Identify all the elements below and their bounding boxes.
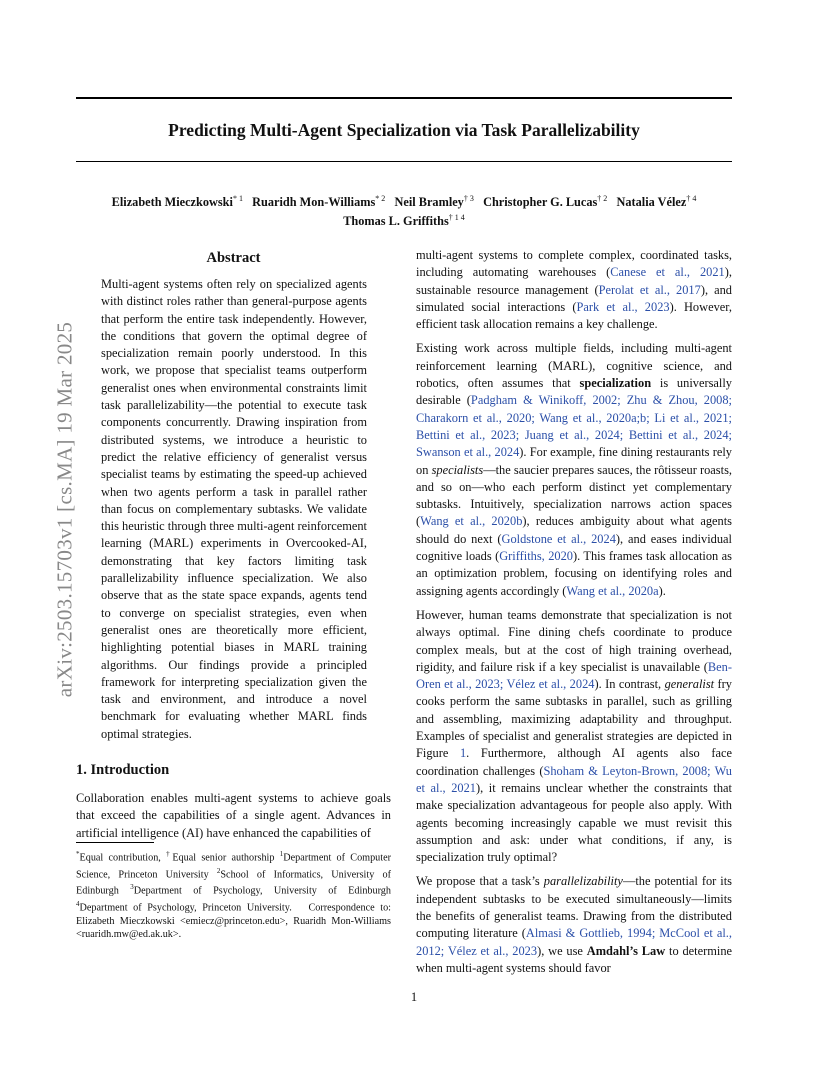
footnote-text: Department of Psychology, University of Edinburgh [133, 885, 391, 897]
footnote-text: Department of Psychology, Princeton University. [79, 902, 292, 914]
abstract-text: Multi-agent systems often rely on specialized agents with distinct roles rather than general-purpose agents that perform the entire task independently. However, the conditions that govern the optimal degree of specialization remain poorly understood. In this work, we propose that specialist teams outperform generalist ones when environmental constraints limit task parallelizability—the potential to execute task components concurrently. Drawing inspiration from distributed systems, we introduce a heuristic to predict the relative efficiency of generalist versus specialist teams by estimating the speed-up achieved when two agents perform a task in parallel rather than focus on complementary subtasks. We validate this heuristic through three multi-agent reinforcement learning (MARL) experiments in Overcooked-AI, demonstrating that key factors limiting task parallelizability influence specialization. We also observe that as the state space expands, agents tend to converge on specialist strategies, even when generalist ones are theoretically more efficient, highlighting potential biases in MARL training algorithms. Our findings provide a principled framework for interpreting specialization given the task and environment, and introduce a novel benchmark for evaluating whether MARL finds optimal strategies. [101, 277, 367, 741]
footnote-text: Equal senior authorship [172, 852, 275, 864]
author-affiliation-marks: * 2 [375, 194, 386, 203]
author-name: Elizabeth Mieczkowski [111, 195, 233, 210]
intro-paragraph: We propose that a task’s parallelizability—the potential for its independent subtasks to be executed simultaneously—limits the benefits of generalist teams. Drawing from the distributed computing literature (Almasi & Gottlieb, 1994; McCool et al., 2012; Vélez et al., 2023), we use Amdahl’s Law to determine when multi-agent systems should favor [416, 874, 733, 975]
intro-paragraph: multi-agent systems to complete complex, coordinated tasks, including automating warehouses (Canese et al., 2021), sustainable resource management (Perolat et al., 2017), and simulated social interactions (Park et al., 2023). However, efficient task allocation remains a key challenge. [416, 248, 732, 332]
abstract-body [101, 276, 367, 743]
footnote-text: Correspondence to: Elizabeth Mieczkowski <emiecz@princeton.edu>, Ruaridh Mon-Williams <ruaridh.mw@ed.ak.uk>. [76, 902, 392, 941]
author-affiliation-marks: † 2 [597, 194, 608, 203]
intro-column-left [76, 790, 391, 849]
author-affiliation-marks: † 4 [686, 194, 697, 203]
author-name: Neil Bramley [394, 195, 464, 210]
intro-heading: 1. Introduction [76, 762, 170, 778]
intro-paragraph: However, human teams demonstrate that specialization is not always optimal. Fine dining chefs coordinate to produce complex meals, but at the cost of high training overhead, rigidity, and failure risk if a key specialist is unavailable (Ben-Oren et al., 2023; Vélez et al., 2024). In contrast, generalist fry cooks perform the same subtasks in parallel, such as grilling and assembling, maximizing adaptability and throughput. Examples of specialist and generalist strategies are depicted in Figure 1. Furthermore, although AI agents also face coordination challenges (Shoham & Leyton-Brown, 2008; Wu et al., 2021), it remains unclear whether the constraints that make specialization advantageous for people also apply. With agents becoming increasingly capable we must revisit this assumption and ask: under what conditions, if any, is specialization truly optimal? [416, 607, 732, 865]
footnote-text: Equal contribution, [79, 852, 161, 864]
citation-link[interactable]: Shoham & Leyton-Brown, 2008; Wu et al., 2021 [416, 763, 732, 795]
footnote-rule [76, 842, 154, 843]
citation-link[interactable]: Park et al., 2023 [576, 299, 670, 314]
author-list [66, 191, 742, 229]
citation-link[interactable]: Wang et al., 2020a [566, 583, 659, 598]
citation-link[interactable]: Ben-Oren et al., 2023; Vélez et al., 2024 [416, 659, 732, 692]
citation-link[interactable]: Canese et al., 2021 [610, 265, 725, 280]
arxiv-identifier: arXiv:2503.15703v1 [cs.MA] 19 Mar 2025 [52, 321, 77, 698]
abstract-heading: Abstract [206, 250, 261, 266]
footnote: *Equal contribution, †Equal senior authorship $^1$Department of Computer Science, Princeton University $^2$School of Informatics, University of Edinburgh $^3$Department of Psychology, University of Edinburgh $^4$Department of Psychology, Princeton University. Correspondence to: Elizabeth Mieczkowski <emiecz@princeton.edu>, Ruaridh Mon-Williams <ruaridh.mw@ed.ak.uk>. [76, 850, 392, 941]
author-affiliation-marks: † 3 [463, 194, 474, 203]
author-name: Natalia Vélez [616, 195, 687, 210]
citation-link[interactable]: Griffiths, 2020 [499, 549, 573, 564]
title-rule-top [76, 97, 732, 99]
intro-paragraph: Collaboration enables multi-agent systems to achieve goals that exceed the capabilities of a single agent. Advances in artificial intelligence (AI) have enhanced the capabilities of [76, 791, 391, 840]
citation-link[interactable]: Wang et al., 2020b [420, 514, 523, 529]
citation-link[interactable]: Padgham & Winikoff, 2002; Zhu & Zhou, 2008; Charakorn et al., 2020; Wang et al., 2020a;b; Li et al., 2021; Bettini et al., 2023; Juang et al., 2024; Bettini et al., 2024; Swanson et al., 2024 [416, 393, 732, 460]
author-affiliation-marks: † 1 4 [448, 213, 465, 223]
intro-column-right [416, 247, 732, 984]
figure-link[interactable]: 1 [459, 746, 467, 761]
author-name: Thomas L. Griffiths [343, 214, 449, 229]
footnote-text: School of Informatics, University of Edinburgh [76, 869, 391, 897]
citation-link[interactable]: Perolat et al., 2017 [598, 282, 701, 297]
author-affiliation-marks: * 1 [232, 194, 243, 203]
footnote-text: Department of Computer Science, Princeton University [76, 852, 392, 881]
author-name: Christopher G. Lucas [483, 195, 598, 210]
citation-link[interactable]: Almasi & Gottlieb, 1994; McCool et al., 2012; Vélez et al., 2023 [416, 926, 732, 958]
author-name: Ruaridh Mon-Williams [252, 195, 376, 210]
intro-paragraph: Existing work across multiple fields, including multi-agent reinforcement learning (MARL), cognitive science, and robotics, often assumes that specialization is universally desirable (Padgham & Winikoff, 2002; Zhu & Zhou, 2008; Charakorn et al., 2020; Wang et al., 2020a;b; Li et al., 2021; Bettini et al., 2023; Juang et al., 2024; Bettini et al., 2024; Swanson et al., 2024). For example, fine dining restaurants rely on specialists—the saucier prepares sauces, the rôtisseur roasts, and so on—who each perform distinct yet complementary subtasks. Intuitively, specialization narrows action spaces (Wang et al., 2020b), reduces ambiguity about what agents should do next (Goldstone et al., 2024), and eases individual cognitive loads (Griffiths, 2020). This frames task allocation as an optimization problem, focusing on identifying roles and assigning agents accordingly (Wang et al., 2020a). [416, 341, 733, 598]
paper-title: Predicting Multi-Agent Specialization via Task Parallelizability [168, 120, 640, 140]
page-number: 1 [410, 990, 418, 1004]
citation-link[interactable]: Goldstone et al., 2024 [501, 531, 616, 546]
title-rule-bottom [76, 161, 732, 162]
